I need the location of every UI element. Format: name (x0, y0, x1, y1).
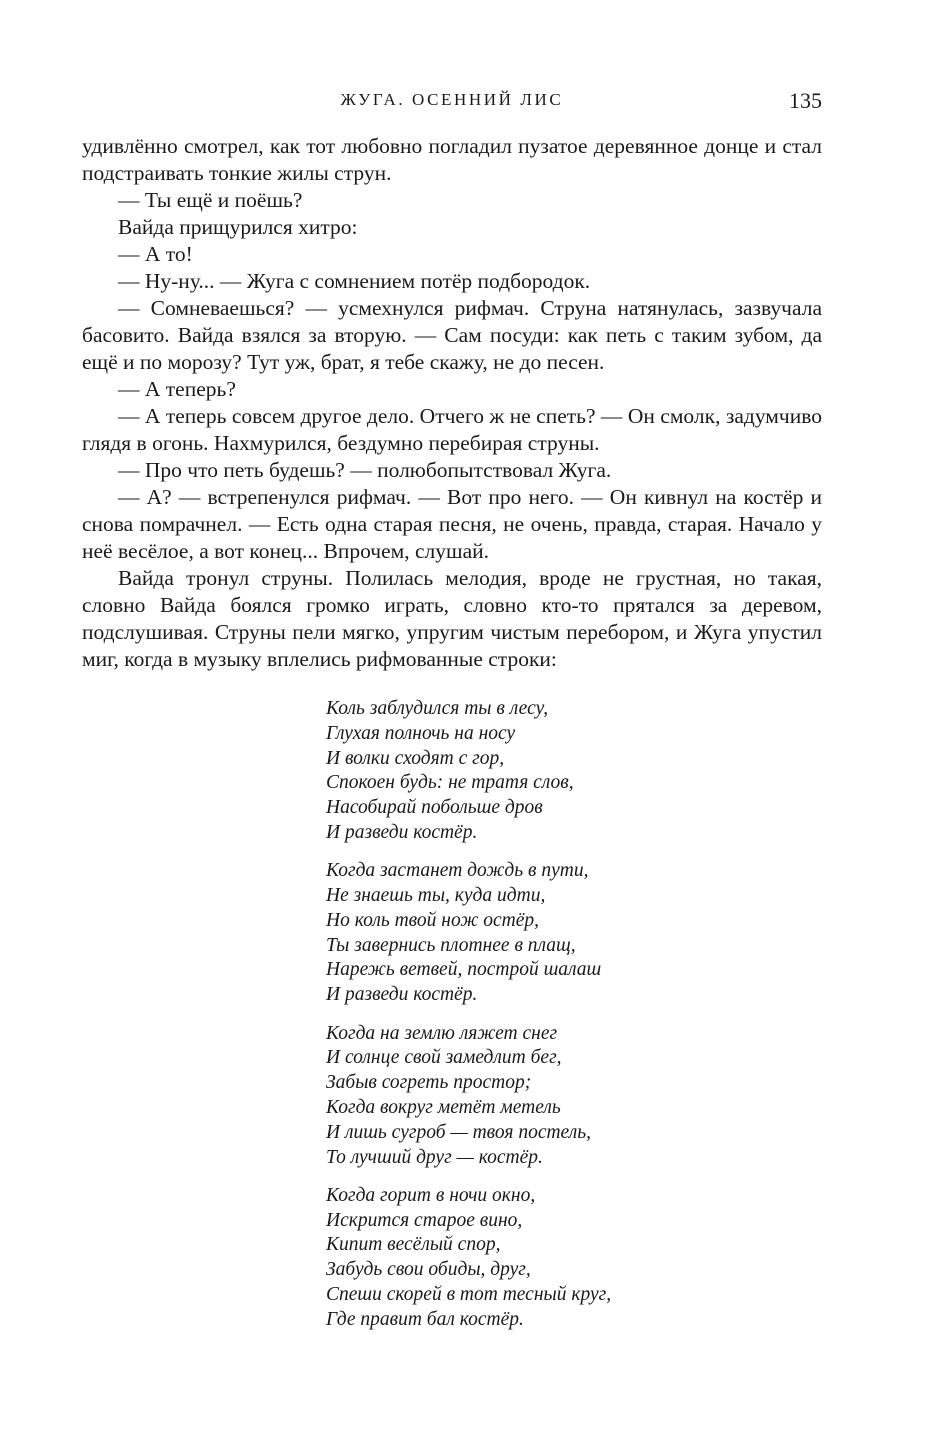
poem-line: Когда горит в ночи окно, (326, 1184, 536, 1206)
paragraph: — Ну-ну... — Жуга с сомнением потёр подбородок. (118, 269, 591, 293)
poem-line: Когда на землю ляжет снег (326, 1022, 558, 1044)
poem-stanza (326, 697, 746, 846)
running-title: ЖУГА. ОСЕННИЙ ЛИС (340, 90, 564, 109)
paragraph: — А? — встрепенулся рифмач. — Вот про него. — Он кивнул на костёр и снова помрачнел. — Есть одна старая песня, не очень, правда, старая. Начало у неё весёлое, а вот конец... Впрочем, слушай. (82, 485, 822, 563)
paragraph: — Сомневаешься? — усмехнулся рифмач. Струна натянулась, зазвучала басовито. Вайда взялся за вторую. — Сам посуди: как петь с таким зубом, да ещё и по морозу? Тут уж, брат, я тебе скажу, не до песен. (82, 296, 822, 374)
poem-line: Спокоен будь: не тратя слов, (326, 772, 574, 794)
paragraph: — А то! (118, 242, 193, 266)
paragraph: — Про что петь будешь? — полюбопытствовал Жуга. (118, 458, 612, 482)
poem-line: Искрится старое вино, (326, 1209, 523, 1231)
poem-line: И разведи костёр. (326, 821, 478, 843)
poem-line: Не знаешь ты, куда идти, (326, 885, 546, 907)
poem-line: Кипит весёлый спор, (326, 1234, 501, 1256)
page-number: 135 (789, 88, 822, 113)
paragraph: удивлённо смотрел, как тот любовно погладил пузатое деревянное донце и стал подстраивать тонкие жилы струн. (82, 134, 822, 185)
poem-line: И солнце свой замедлит бег, (326, 1047, 562, 1069)
poem-stanza (326, 859, 746, 1008)
poem-line: Нарежь ветвей, построй шалаш (326, 959, 602, 981)
poem-stanza (326, 1022, 746, 1171)
paragraph: — А теперь совсем другое дело. Отчего ж не спеть? — Он смолк, задумчиво глядя в огонь. Нахмурился, бездумно перебирая струны. (82, 404, 822, 455)
song-poem (326, 697, 746, 1346)
poem-line: И волки сходят с гор, (326, 747, 505, 769)
paragraph: Вайда прищурился хитро: (118, 215, 358, 239)
paragraph: — Ты ещё и поёшь? (118, 188, 303, 212)
paragraph: — А теперь? (118, 377, 236, 401)
poem-line: То лучший друг — костёр. (326, 1146, 543, 1168)
running-header (82, 88, 822, 116)
poem-line: Спеши скорей в тот тесный круг, (326, 1284, 612, 1306)
poem-line: Но коль твой нож остёр, (326, 909, 539, 931)
poem-line: Насобирай побольше дров (326, 797, 543, 819)
poem-line: Глухая полночь на носу (326, 722, 516, 744)
poem-line: Коль заблудился ты в лесу, (326, 698, 549, 719)
poem-line: Забудь свои обиды, друг, (326, 1259, 531, 1281)
poem-line: И лишь сугроб — твоя постель, (326, 1121, 591, 1143)
poem-line: Когда застанет дождь в пути, (326, 860, 589, 882)
poem-line: Ты завернись плотнее в плащ, (326, 934, 576, 956)
poem-line: Когда вокруг метёт метель (326, 1096, 561, 1118)
poem-line: Где правит бал костёр. (326, 1308, 524, 1330)
prose-body (82, 133, 822, 673)
poem-stanza (326, 1184, 746, 1333)
poem-line: И разведи костёр. (326, 984, 478, 1006)
paragraph: Вайда тронул струны. Полилась мелодия, вроде не грустная, но такая, словно Вайда боялся громко играть, словно кто-то прятался за деревом, подслушивая. Струны пели мягко, упругим чистым перебором, и Жуга упустил миг, когда в музыку вплелись рифмованные строки: (82, 566, 822, 671)
poem-line: Забыв согреть простор; (326, 1072, 532, 1094)
